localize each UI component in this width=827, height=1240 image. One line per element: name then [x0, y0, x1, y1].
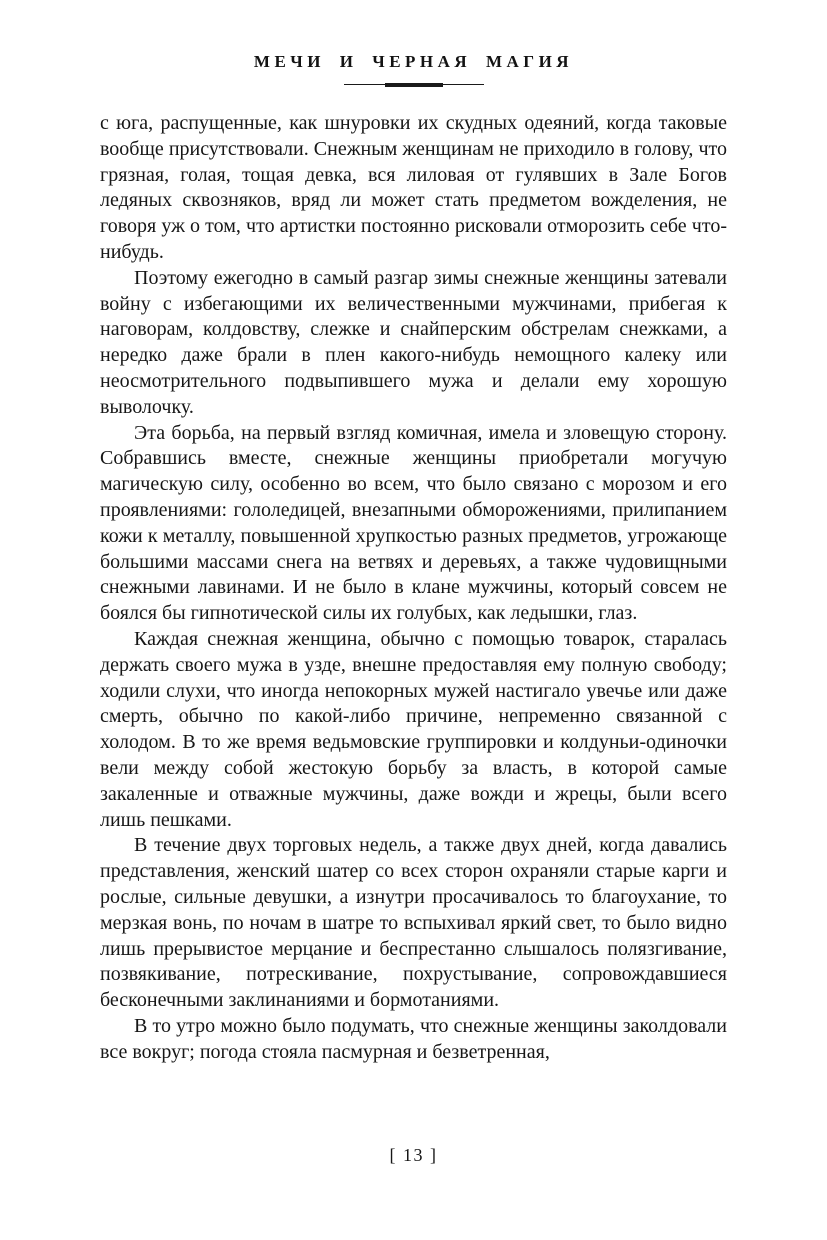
paragraph: Каждая снежная женщина, обычно с помощью товарок, старалась держать своего мужа в узде, внешне предоставляя ему полную свободу; ходили слухи, что иногда непокорных мужей настигало увечье или даже смерть, обычно по какой-либо причине, непременно связанной с холодом. В то же время ведьмовские группировки и колдуньи-одиночки вели между собой жестокую борьбу за власть, в которой самые закаленные и отважные мужчины, даже вожди и жрецы, были всего лишь пешками. — [100, 627, 727, 831]
title-divider-ornament — [344, 83, 484, 87]
paragraph: В течение двух торговых недель, а также двух дней, когда давались представления, женский шатер со всех сторон охраняли старые карги и рослые, сильные девушки, а изнутри просачивалось то благоухание, то мерзкая вонь, по ночам в шатре то вспыхивал яркий свет, то было видно лишь прерывистое мерцание и беспрестанно слышалось полязгивание, позвякивание, потрескивание, похрустывание, сопровождавшиеся бесконечными заклинаниями и бормотаниями. — [100, 834, 727, 1012]
page-footer — [0, 1145, 827, 1166]
page-number: [ 13 ] — [389, 1145, 438, 1165]
running-title: МЕЧИ И ЧЕРНАЯ МАГИЯ — [253, 52, 574, 71]
page-header — [100, 52, 727, 87]
body-text — [100, 111, 727, 1065]
paragraph: Поэтому ежегодно в самый разгар зимы снежные женщины затевали войну с избегающими их величественными мужчинами, прибегая к наговорам, колдовству, слежке и снайперским обстрелам снежками, а нередко даже брали в плен какого-нибудь немощного калеку или неосмотрительного подвыпившего мужа и делали ему хорошую выволочку. — [100, 266, 727, 418]
paragraph: с юга, распущенные, как шнуровки их скудных одеяний, когда таковые вообще присутствовали. Снежным женщинам не приходило в голову, что грязная, голая, тощая девка, вся лиловая от гулявших в Зале Богов ледяных сквозняков, вряд ли может стать предметом вожделения, не говоря уж о том, что артистки постоянно рисковали отморозить себе что-нибудь. — [100, 112, 727, 263]
paragraph: Эта борьба, на первый взгляд комичная, имела и зловещую сторону. Собравшись вместе, снежные женщины приобретали могучую магическую силу, особенно во всем, что было связано с морозом и его проявлениями: гололедицей, внезапными обморожениями, прилипанием кожи к металлу, повышенной хрупкостью разных предметов, угрожающе большими массами снега на ветвях и деревьях, а также чудовищными снежными лавинами. И не было в клане мужчины, который совсем не боялся бы гипнотической силы их голубых, как ледышки, глаз. — [100, 421, 727, 625]
paragraph: В то утро можно было подумать, что снежные женщины заколдовали все вокруг; погода стояла пасмурная и безветренная, — [100, 1014, 727, 1063]
